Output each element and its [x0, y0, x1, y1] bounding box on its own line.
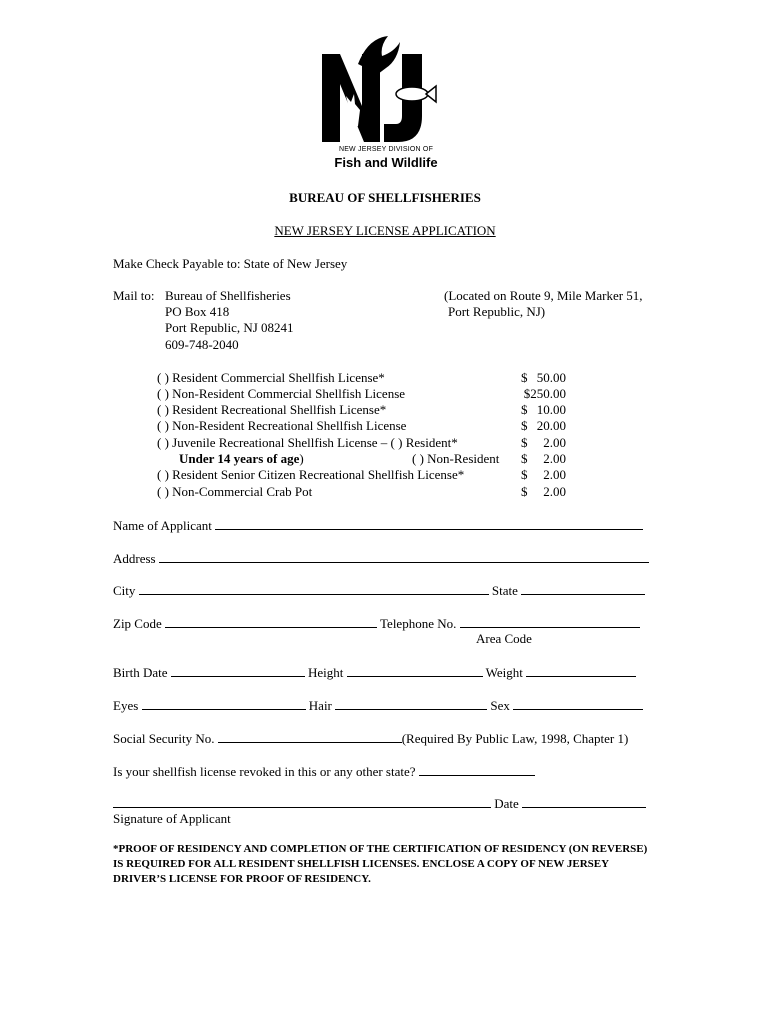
signature-label: Signature of Applicant	[113, 811, 231, 826]
birth-date-label: Birth Date	[113, 665, 168, 680]
mail-to-label: Mail to:	[113, 288, 155, 303]
payable-line: Make Check Payable to: State of New Jersey	[113, 256, 348, 271]
mail-line-1: Bureau of Shellfisheries	[165, 288, 291, 303]
license-label: ( ) Juvenile Recreational Shellfish License – ( ) Resident*	[157, 435, 458, 450]
license-price: $ 10.00	[521, 402, 566, 417]
residency-footnote: *PROOF OF RESIDENCY AND COMPLETION OF THE CERTIFICATION OF RESIDENCY (ON REVERSE) IS REQUIRED FOR ALL RESIDENT SHELLFISH LICENSES. ENCLOSE A COPY OF NEW JERSEY DRIVER’S LICENSE FOR PROOF OF RESIDENCY.	[113, 843, 648, 885]
name-label: Name of Applicant	[113, 518, 212, 533]
license-option[interactable]	[157, 370, 577, 386]
address-field[interactable]	[159, 550, 649, 563]
bureau-heading: BUREAU OF SHELLFISHERIES	[289, 190, 481, 205]
height-label: Height	[308, 665, 344, 680]
revoked-label: Is your shellfish license revoked in this or any other state?	[113, 764, 416, 779]
ssn-field[interactable]	[218, 730, 402, 743]
license-label: ( ) Non-Commercial Crab Pot	[157, 484, 313, 499]
zip-label: Zip Code	[113, 616, 162, 631]
city-row	[113, 582, 645, 599]
address-label: Address	[113, 551, 156, 566]
city-label: City	[113, 583, 136, 598]
eyes-field[interactable]	[142, 697, 306, 710]
city-field[interactable]	[139, 582, 489, 595]
logo-division-line: NEW JERSEY DIVISION OF	[338, 146, 434, 153]
name-row	[113, 517, 643, 534]
logo-agency-name: Fish and Wildlife	[334, 155, 438, 170]
zip-row	[113, 615, 640, 632]
license-label: ( ) Resident Commercial Shellfish License*	[157, 370, 385, 385]
revoked-field[interactable]	[419, 763, 535, 776]
license-option[interactable]	[157, 418, 577, 434]
eyes-label: Eyes	[113, 698, 139, 713]
hair-label: Hair	[308, 698, 332, 713]
mail-line-3: Port Republic, NJ 08241	[165, 320, 294, 335]
height-field[interactable]	[347, 664, 483, 677]
license-price: $ 2.00	[521, 467, 566, 482]
license-label: ( ) Resident Recreational Shellfish License*	[157, 402, 387, 417]
license-label-nonresident: ( ) Non-Resident	[412, 451, 500, 466]
form-title	[0, 223, 770, 239]
license-label: Under 14 years of age)	[179, 451, 304, 466]
mail-line-2: PO Box 418	[165, 304, 230, 319]
eyes-row	[113, 697, 643, 714]
signature-row	[113, 795, 646, 812]
nj-logo-icon	[318, 34, 454, 144]
form-title-text: NEW JERSEY LICENSE APPLICATION	[274, 223, 496, 238]
nj-fish-wildlife-logo	[318, 34, 454, 174]
location-line-2: Port Republic, NJ)	[448, 304, 546, 319]
license-option[interactable]	[157, 484, 577, 500]
location-line-1: (Located on Route 9, Mile Marker 51,	[444, 288, 643, 303]
ssn-label: Social Security No.	[113, 731, 215, 746]
weight-field[interactable]	[526, 664, 636, 677]
license-option[interactable]	[157, 467, 577, 483]
birth-row	[113, 664, 636, 681]
license-price: $ 2.00	[521, 435, 566, 450]
license-label: ( ) Non-Resident Recreational Shellfish License	[157, 418, 407, 433]
area-code-label: Area Code	[476, 631, 532, 646]
signature-field[interactable]	[113, 795, 491, 808]
license-price: $ 2.00	[521, 451, 566, 466]
mail-line-4: 609-748-2040	[165, 337, 239, 352]
license-option[interactable]	[157, 402, 577, 418]
license-price: $ 20.00	[521, 418, 566, 433]
hair-field[interactable]	[335, 697, 487, 710]
license-price: $250.00	[523, 386, 566, 401]
sex-label: Sex	[490, 698, 510, 713]
birth-date-field[interactable]	[171, 664, 305, 677]
ssn-row	[113, 730, 628, 747]
license-option[interactable]	[157, 386, 577, 402]
telephone-label: Telephone No.	[380, 616, 457, 631]
license-option[interactable]	[157, 451, 577, 467]
license-price: $ 50.00	[521, 370, 566, 385]
license-label: ( ) Resident Senior Citizen Recreational Shellfish License*	[157, 467, 465, 482]
sex-field[interactable]	[513, 697, 643, 710]
weight-label: Weight	[485, 665, 523, 680]
address-row	[113, 550, 649, 567]
license-option[interactable]	[157, 435, 577, 451]
date-label: Date	[494, 796, 519, 811]
telephone-field[interactable]	[460, 615, 640, 628]
ssn-note: (Required By Public Law, 1998, Chapter 1)	[401, 731, 629, 746]
state-field[interactable]	[521, 582, 645, 595]
state-label: State	[491, 583, 518, 598]
license-price: $ 2.00	[521, 484, 566, 499]
date-field[interactable]	[522, 795, 646, 808]
license-label: ( ) Non-Resident Commercial Shellfish License	[157, 386, 406, 401]
name-field[interactable]	[215, 517, 643, 530]
zip-field[interactable]	[165, 615, 377, 628]
revoked-row	[113, 763, 535, 780]
